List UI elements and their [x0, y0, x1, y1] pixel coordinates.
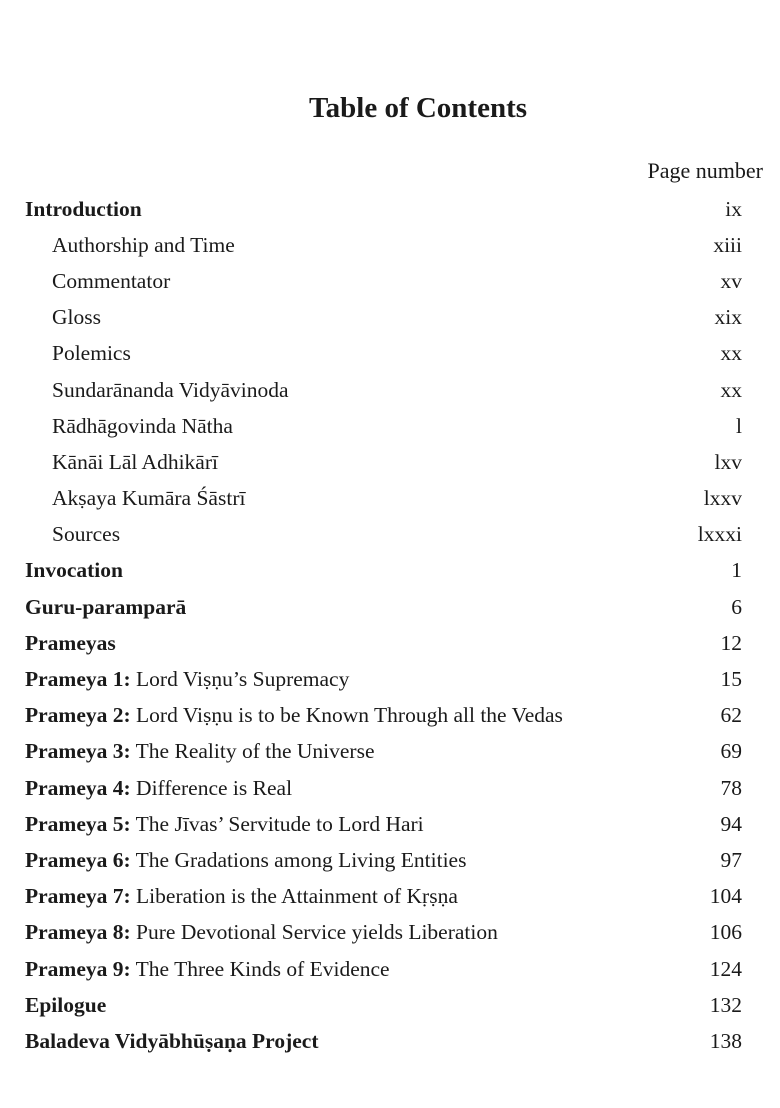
toc-entry: [25, 444, 742, 480]
toc-entry: [25, 698, 742, 734]
toc-entry-title: The Gradations among Living Entities: [135, 847, 467, 872]
toc-entry-label: Epilogue: [25, 992, 107, 1017]
toc-entry-page: 104: [709, 884, 742, 909]
toc-entry-label: Kānāi Lāl Adhikārī: [52, 449, 218, 474]
toc-entry-label: [25, 812, 424, 837]
toc-entry-page: 106: [709, 920, 742, 945]
toc-entry-page: lxxxi: [697, 522, 742, 547]
toc-entry: [25, 915, 742, 951]
toc-entry: [25, 842, 742, 878]
toc-entry-title: Pure Devotional Service yields Liberation: [136, 920, 498, 945]
toc-entry: [25, 227, 742, 263]
toc-entry-label: [25, 920, 498, 945]
toc-entry: [25, 408, 742, 444]
toc-entry: [25, 589, 742, 625]
toc-entry: [25, 661, 742, 697]
toc-entry-label: Guru-paramparā: [25, 594, 187, 619]
toc-entry-page: 94: [720, 811, 742, 836]
toc-entry-label: Akṣaya Kumāra Śāstrī: [52, 486, 246, 511]
toc-entry-label: Authorship and Time: [52, 232, 235, 257]
toc-entry: [25, 987, 742, 1023]
toc-entry: [25, 517, 742, 553]
toc-entry-prefix: Prameya 1:: [25, 667, 131, 692]
toc-entry: [25, 191, 742, 227]
toc-entry: [25, 263, 742, 299]
toc-entry: [25, 553, 742, 589]
toc-entry-label: Commentator: [52, 268, 171, 293]
toc-entry-page: 97: [720, 847, 742, 872]
toc-entry-prefix: Prameya 5:: [25, 811, 131, 836]
toc-entry: [25, 625, 742, 661]
toc-entry-label: Prameyas: [25, 630, 116, 655]
toc-entry: [25, 951, 742, 987]
toc-entry-page: ix: [725, 196, 742, 221]
toc-entry-label: Invocation: [25, 558, 123, 583]
toc-entry-page: lxxv: [703, 486, 742, 511]
toc-entry-label: Introduction: [25, 196, 142, 221]
toc-entry-label: [25, 739, 374, 764]
toc-entry-prefix: Prameya 7:: [25, 884, 131, 909]
toc-entry: [25, 1023, 742, 1059]
toc-entry-label: Sources: [52, 522, 121, 547]
toc-entry-title: Lord Viṣṇu’s Supremacy: [136, 667, 350, 692]
toc-entry-page: l: [736, 413, 742, 438]
toc-entry: [25, 336, 742, 372]
toc-entry-label: [25, 667, 349, 692]
toc-entry-page: xx: [720, 377, 742, 402]
toc-entry-page: xv: [720, 268, 742, 293]
toc-entry: [25, 806, 742, 842]
toc-entry-page: 6: [731, 594, 742, 619]
toc-entry-label: Baladeva Vidyābhūṣaṇa Project: [25, 1028, 319, 1053]
toc-entry-label: Sundarānanda Vidyāvinoda: [52, 377, 289, 402]
toc-entry-page: 1: [731, 558, 742, 583]
toc-entry: [25, 734, 742, 770]
toc-entry-prefix: Prameya 6:: [25, 847, 131, 872]
toc-list: [25, 191, 742, 1060]
toc-entry: [25, 300, 742, 336]
toc-entry-title: Lord Viṣṇu is to be Known Through all the Vedas: [136, 703, 563, 728]
toc-entry-page: 78: [720, 775, 742, 800]
toc-entry-page: xiii: [713, 232, 742, 257]
toc-entry-prefix: Prameya 3:: [25, 739, 131, 764]
toc-entry-label: [25, 848, 466, 873]
toc-entry-title: Liberation is the Attainment of Kṛṣṇa: [136, 884, 458, 909]
toc-entry-label: [25, 884, 458, 909]
toc-entry-page: 12: [720, 630, 742, 655]
toc-entry-page: 132: [709, 992, 742, 1017]
toc-entry-page: xix: [714, 305, 742, 330]
toc-entry-prefix: Prameya 8:: [25, 920, 131, 945]
toc-entry-page: 15: [720, 667, 742, 692]
toc-entry-prefix: Prameya 9:: [25, 956, 131, 981]
toc-entry: [25, 879, 742, 915]
page-title: Table of Contents: [308, 92, 528, 124]
toc-entry-page: lxv: [714, 449, 742, 474]
toc-entry-label: [25, 776, 292, 801]
toc-entry-title: The Reality of the Universe: [135, 739, 375, 764]
toc-entry: [25, 770, 742, 806]
toc-entry-prefix: Prameya 4:: [25, 775, 131, 800]
toc-entry-page: xx: [720, 341, 742, 366]
toc-entry: [25, 372, 742, 408]
toc-entry-label: [25, 703, 563, 728]
toc-entry-label: [25, 957, 390, 982]
page-number-header: Page number: [647, 158, 763, 183]
toc-entry-label: Polemics: [52, 341, 131, 366]
toc-entry-prefix: Prameya 2:: [25, 703, 131, 728]
toc-entry-title: Difference is Real: [136, 775, 293, 800]
toc-entry-page: 124: [709, 956, 742, 981]
toc-entry-label: Rādhāgovinda Nātha: [52, 413, 233, 438]
toc-entry-title: The Three Kinds of Evidence: [135, 956, 390, 981]
toc-entry: [25, 481, 742, 517]
toc-entry-page: 69: [720, 739, 742, 764]
toc-entry-page: 62: [720, 703, 742, 728]
toc-entry-label: Gloss: [52, 305, 101, 330]
toc-entry-page: 138: [709, 1028, 742, 1053]
toc-entry-title: The Jīvas’ Servitude to Lord Hari: [135, 811, 424, 836]
